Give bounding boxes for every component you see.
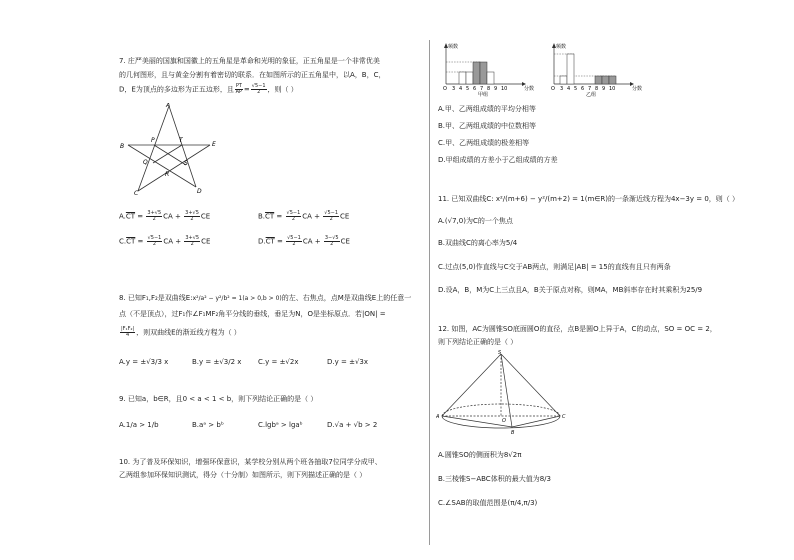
cone-figure (436, 350, 566, 442)
tick-label: 4 (459, 86, 463, 92)
label-B: B (511, 430, 515, 436)
jia-caption: 甲组 (478, 92, 489, 98)
jia-x-label: 分数 (524, 86, 535, 92)
q12-option-c[interactable]: C.∠SAB的取值范围是(π/4,π/3) (438, 499, 538, 507)
q11-option-a[interactable]: A.(√7,0)为C的一个焦点 (438, 217, 513, 225)
yi-caption: 乙组 (586, 92, 597, 98)
label-P: P (151, 137, 155, 144)
tick-label: O (551, 86, 555, 92)
q7-line3: D，E为顶点的多边形为正五边形，且 $\frac{PT}{AP}$ = $\frac{√5-1}{2}$ ，则（ ） (119, 83, 298, 95)
label-T: T (179, 137, 183, 144)
q9-option-b[interactable]: B.aᵃ > bᵇ (192, 421, 224, 429)
q10-line1: 10. 为了普及环保知识，增强环保意识，某学校分别从两个班各抽取7位同学分成甲、 (119, 458, 382, 466)
label-S: S (498, 350, 502, 356)
q8-line2: 点（不是顶点），过F₁作∠F₁MF₂角平分线的垂线，垂足为N，O是坐标原点．若|ON| = (119, 310, 386, 318)
q8-option-b[interactable]: B.y = ±√3/2 x (192, 358, 242, 366)
yi-x-label: 分数 (632, 86, 643, 92)
jia-y-label: 频数 (448, 44, 459, 50)
q7-line2: 的几何图形，且与黄金分割有着密切的联系．在如图所示的正五角星中，以A，B，C， (119, 71, 386, 79)
histogram-yi (544, 40, 654, 98)
label-R: R (165, 171, 170, 178)
tick-label: 8 (595, 86, 599, 92)
q7-option-b[interactable]: $B.\overline{CT}$ = $\frac{√5-1}{2}$ CA + $\frac{√5-1}{2}$ CE (258, 210, 350, 222)
q11-line1: 11. 已知双曲线C: x²/(m+6) − y²/(m+2) = 1(m∈R)的一条渐近线方程为4x−3y = 0，则（ ） (438, 195, 740, 203)
tick-label: 3 (452, 86, 456, 92)
golden-fraction: $\frac{√5-1}{2}$ (251, 83, 266, 95)
star-figure (116, 103, 226, 198)
tick-label: 4 (567, 86, 571, 92)
tick-label: 5 (574, 86, 578, 92)
label-B: B (120, 143, 125, 150)
label-C: C (562, 414, 566, 420)
q12-option-b[interactable]: B.三棱锥S−ABC体积的最大值为8/3 (438, 475, 551, 483)
q11-option-b[interactable]: B.双曲线C的离心率为5/4 (438, 239, 518, 247)
column-divider (429, 40, 430, 545)
label-Q: Q (143, 159, 148, 166)
right-column (432, 0, 794, 560)
q9-option-c[interactable]: C.lgbᵃ > lgaᵇ (258, 421, 303, 429)
q7-option-a[interactable]: $A.\overline{CT}$ = $\frac{3+√5}{2}$ CA + $\frac{3+√5}{2}$ CE (119, 210, 211, 222)
q7-option-c[interactable]: $C.\overline{CT}$ = $\frac{√5-1}{2}$ CA + $\frac{3+√5}{2}$ CE (119, 235, 211, 247)
label-C: C (134, 190, 139, 197)
q11-option-c[interactable]: C.过点(5,0)作直线与C交于AB两点，则满足|AB| = 15的直线有且只有两条 (438, 263, 671, 271)
q7-line1: 7. 庄严美丽的国旗和国徽上的五角星是革命和光明的象征，正五角星是一个非常优美 (119, 57, 380, 65)
label-O: O (502, 418, 506, 424)
q8-option-c[interactable]: C.y = ±√2x (258, 358, 299, 366)
q11-option-d[interactable]: D.设A，B，M为C上三点且A，B关于原点对称，则MA，MB斜率存在时其乘积为25/9 (438, 286, 703, 294)
tick-label: 7 (480, 86, 484, 92)
tick-label: 7 (588, 86, 592, 92)
tick-label: 9 (494, 86, 498, 92)
label-A: A (166, 103, 171, 109)
tick-label: 10 (609, 86, 616, 92)
q8-option-a[interactable]: A.y = ±√3/3 x (119, 358, 169, 366)
q10-option-b[interactable]: B.甲、乙两组成绩的中位数相等 (438, 122, 537, 130)
tick-label: 3 (560, 86, 564, 92)
yi-y-label: 频数 (556, 44, 567, 50)
q8-option-d[interactable]: D.y = ±√3x (327, 358, 368, 366)
q9-line1: 9. 已知a，b∈R，且0 < a < 1 < b，则下列结论正确的是（ ） (119, 395, 318, 403)
tick-label: 8 (487, 86, 491, 92)
tick-label: 10 (501, 86, 508, 92)
q12-option-a[interactable]: A.圆锥SO的侧面积为8√2π (438, 451, 522, 459)
q10-option-c[interactable]: C.甲、乙两组成绩的极差相等 (438, 139, 530, 147)
tick-label: 6 (473, 86, 477, 92)
label-A: A (436, 414, 440, 420)
label-D: D (197, 188, 202, 195)
q10-line2: 乙两组参加环保知识测试，得分（十分制）如图所示，则下列描述正确的是（ ） (119, 471, 367, 479)
label-E: E (212, 141, 216, 148)
q12-line2: 则下列结论正确的是（ ） (438, 338, 518, 346)
q12-line1: 12. 如图，AC为圆锥SO底面圆O的直径，点B是圆O上异于A，C的动点，SO = OC = 2， (438, 325, 717, 333)
q9-option-d[interactable]: D.√a + √b > 2 (327, 421, 378, 429)
histogram-jia (436, 40, 546, 98)
q9-option-a[interactable]: A.1/a > 1/b (119, 421, 159, 429)
label-S: S (184, 160, 188, 167)
tick-label: 9 (602, 86, 606, 92)
q8-line1: 8. 已知F₁,F₂是双曲线E:x²/a² − y²/b² = 1(a > 0,b > 0)的左、右焦点，点M是双曲线E上的任意一 (119, 294, 412, 302)
q10-option-a[interactable]: A.甲、乙两组成绩的平均分相等 (438, 105, 536, 113)
tick-label: O (443, 86, 447, 92)
ratio-fraction: $\frac{PT}{AP}$ (235, 83, 243, 95)
q10-option-d[interactable]: D.甲组成绩的方差小于乙组成绩的方差 (438, 156, 558, 164)
tick-label: 5 (466, 86, 470, 92)
tick-label: 6 (581, 86, 585, 92)
q8-line3: $\frac{\text{|F₁F₂|}}{4}$ ，则双曲线E的渐近线方程为（ ） (121, 326, 241, 338)
q7-option-d[interactable]: $D.\overline{CT}$ = $\frac{√5-1}{2}$ CA + $\frac{3-√5}{2}$ CE (258, 235, 350, 247)
